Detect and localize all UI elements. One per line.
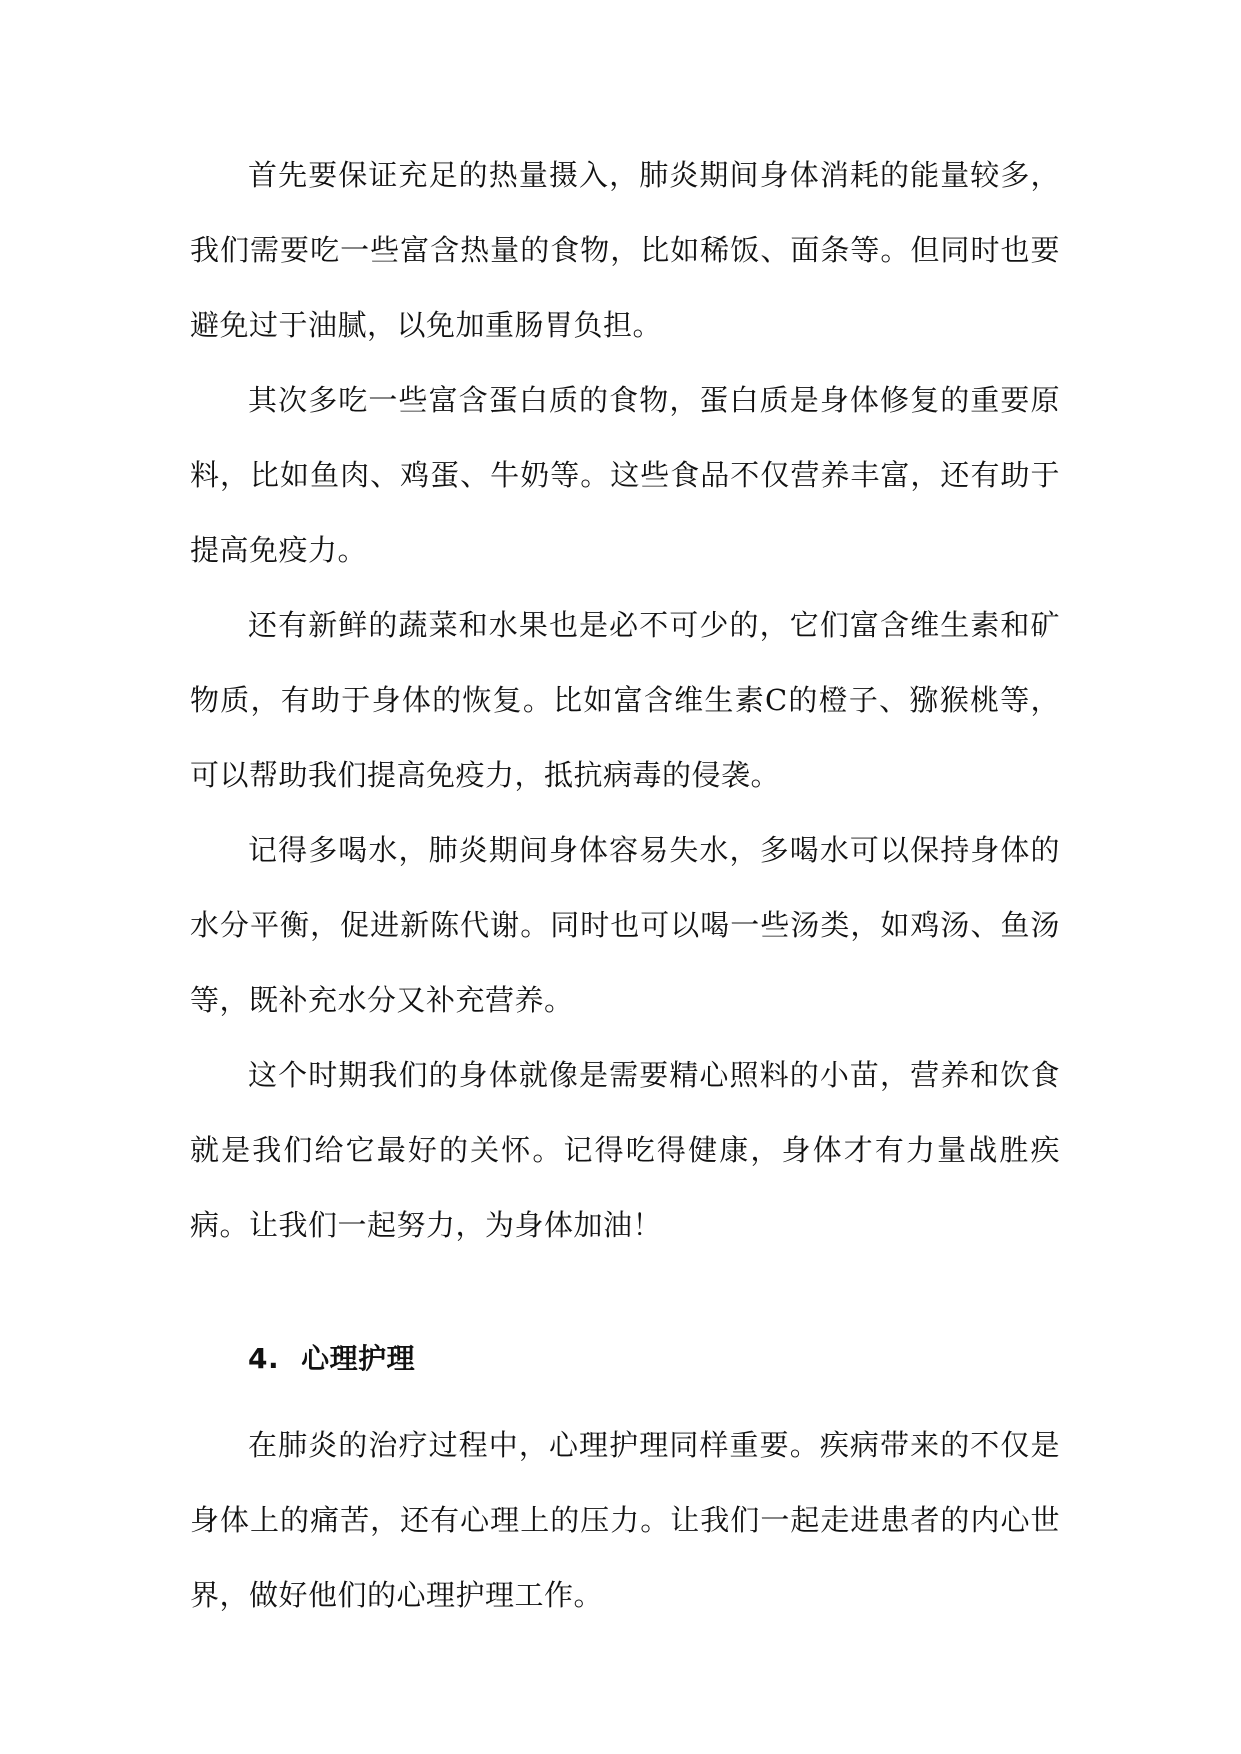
section-title: 心理护理 [301,1342,416,1375]
document-body [190,138,1060,1633]
section-heading [190,1321,1060,1396]
paragraph-summary: 这个时期我们的身体就像是需要精心照料的小苗，营养和饮食就是我们给它最好的关怀。记得吃得健康，身体才有力量战胜疾病。让我们一起努力，为身体加油！ [190,1058,1060,1242]
section-number: 4. [248,1342,280,1375]
paragraph-protein: 其次多吃一些富含蛋白质的食物，蛋白质是身体修复的重要原料，比如鱼肉、鸡蛋、牛奶等。这些食品不仅营养丰富，还有助于提高免疫力。 [190,383,1060,567]
paragraph-psychological-care: 在肺炎的治疗过程中，心理护理同样重要。疾病带来的不仅是身体上的痛苦，还有心理上的压力。让我们一起走进患者的内心世界，做好他们的心理护理工作。 [190,1428,1060,1612]
paragraph-vegetables-fruit: 还有新鲜的蔬菜和水果也是必不可少的，它们富含维生素和矿物质，有助于身体的恢复。比如富含维生素C的橙子、猕猴桃等，可以帮助我们提高免疫力，抵抗病毒的侵袭。 [190,608,1060,792]
paragraph-calories: 首先要保证充足的热量摄入，肺炎期间身体消耗的能量较多，我们需要吃一些富含热量的食物，比如稀饭、面条等。但同时也要避免过于油腻，以免加重肠胃负担。 [190,158,1060,342]
paragraph-water: 记得多喝水，肺炎期间身体容易失水，多喝水可以保持身体的水分平衡，促进新陈代谢。同时也可以喝一些汤类，如鸡汤、鱼汤等，既补充水分又补充营养。 [190,833,1060,1017]
